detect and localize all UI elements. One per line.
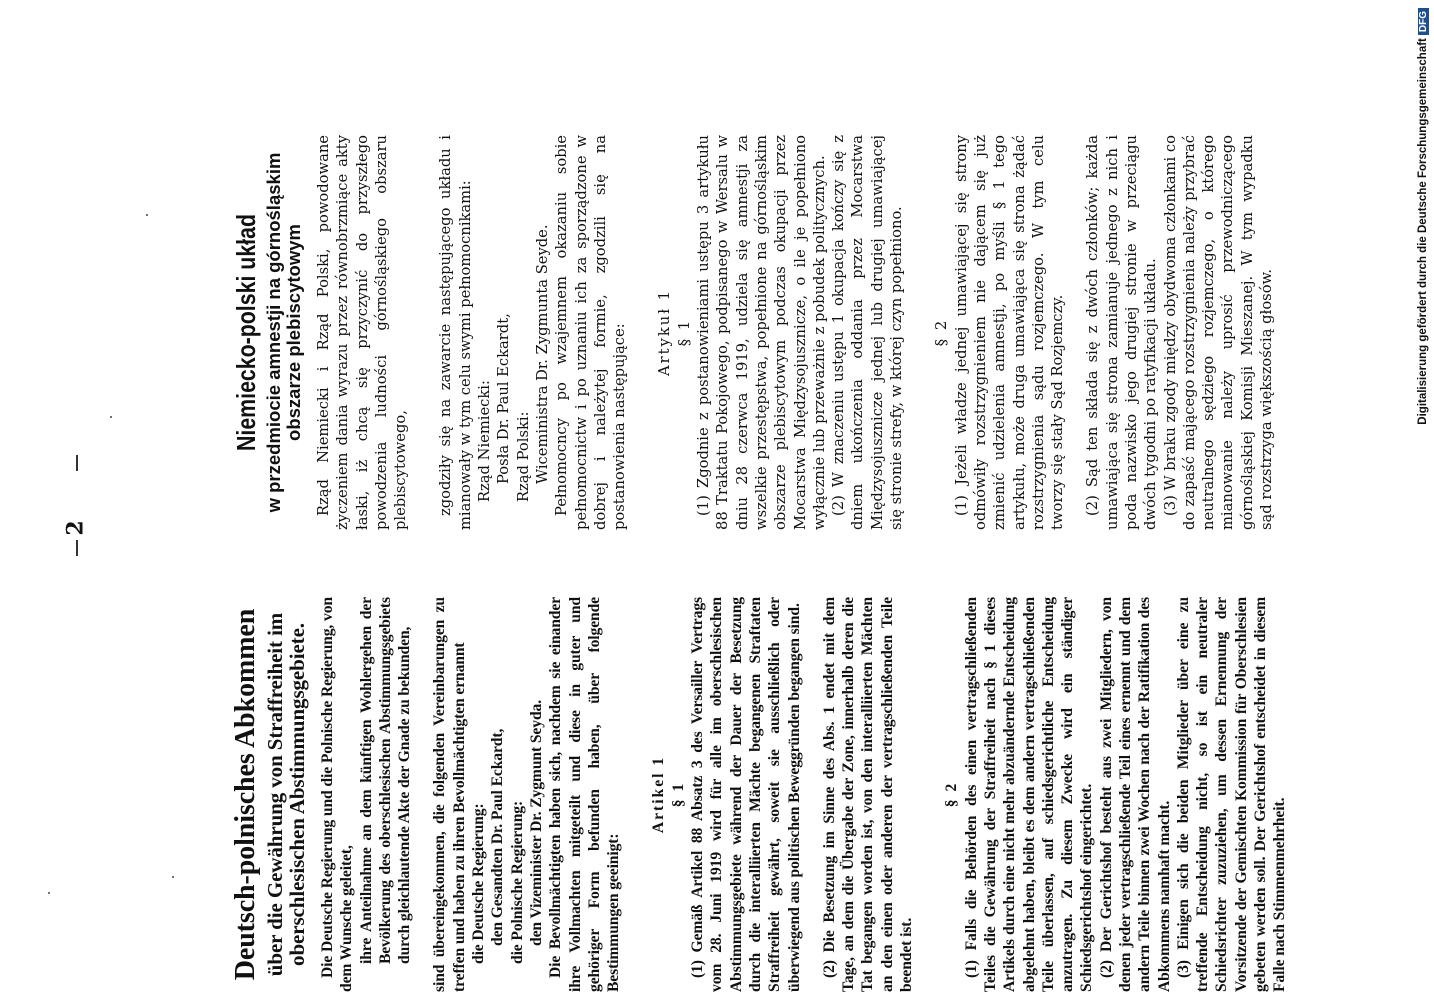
polish-paragraph-2: (2) W znaczeniu ustępu 1 okupacja kończy się z dniem ukończenia oddania przez Mocarstwa Międzysojusznicze jednej lub drugiej umawiającej się stronie strefy, w której czyn popełniono.	[830, 135, 906, 530]
german-article-heading: Artikel 1	[650, 755, 668, 834]
dfg-credit-text: Digitalisierung gefördert durch die Deutsche Forschungsgemeinschaft	[1417, 38, 1429, 425]
german-paragraph-5: (3) Einigen sich die beiden Mitglieder über eine zu treffende Entscheidung nicht, so ist ein neutraler Schiedsrichter zuzuziehen, um dessen Ernennung der Vorsitzende der Gemischten Kommission für Oberschlesien gebeten werden soll. Der Gerichtshof entscheidet in diesem Falle nach Stimmenmehrheit.	[1174, 597, 1289, 992]
scan-speck	[110, 416, 112, 418]
page-number: 2	[62, 520, 89, 536]
german-rep1: den Gesandten Dr. Paul Eckardt,	[489, 728, 507, 946]
german-gov1: die Deutsche Regierung:	[470, 803, 488, 964]
polish-article-heading: Artykuł 1	[656, 289, 674, 376]
polish-rep1: Posła Dr. Paul Eckardt,	[495, 313, 513, 484]
polish-section-1: § 1	[675, 318, 693, 347]
document-page	[230, 100, 1390, 1000]
polish-intro: Rząd Niemiecki i Rząd Polski, powodowane życzeniem dania wyrazu przez równobrzmiące akty łaski, iż chcą się przyczynić do przyszłego powodzenia ludności górnośląskiego obszaru plebiscytowego,	[315, 135, 410, 530]
polish-gov2: Rząd Polski:	[514, 411, 532, 502]
scan-speck	[146, 214, 148, 216]
german-intro-purpose: ihre Anteilnahme an dem künftigen Wohlergehen der Bevölkerung des oberschlesischen Abstimmungsgebiets durch gleichlautende Akte der Gnade zu bekunden,	[357, 597, 414, 964]
polish-section-2: § 2	[933, 318, 951, 347]
german-gov2: die Polnische Regierung:	[508, 800, 526, 964]
polish-column	[230, 135, 1390, 530]
scan-speck	[48, 892, 50, 894]
german-paragraph-4: (2) Der Gerichtshof besteht aus zwei Mitgliedern, von denen jeder vertragschließende Teil eines ernennt und dem andern Teile binnen zwei Wochen nach der Ratifikation des Abkommens namhaft macht.	[1097, 597, 1173, 992]
polish-rep2: Wiceministra Dr. Zygmunta Seyde.	[533, 224, 551, 484]
polish-intro-plenipotentiaries: Pełnomocncy po wzajemnem okazaniu sobie pełnomocnictw i po uznaniu ich za sporządzone w dobrej i należytej formie, zgodzili się na postanowienia następujące:	[553, 135, 629, 530]
polish-subtitle: w przedmiocie amnestji na górnośląskim obszarze plebiscytowym	[263, 152, 304, 513]
german-paragraph-1: (1) Gemäß Artikel 88 Absatz 3 des Versailler Vertrags vom 28. Juni 1919 wird für alle im oberschlesischen Abstimmungsgebiete während der Dauer der Besetzung durch die interalliierten Mächte begangenen Straftaten Straffreiheit gewährt, soweit sie ausschließlich oder überwiegend aus politischen Beweggründen begangen sind.	[689, 597, 803, 992]
german-rep2: den Vizeminister Dr. Zygmunt Seyda.	[527, 699, 545, 946]
german-paragraph-2: (2) Die Besetzung im Sinne des Abs. 1 endet mit dem Tage, an dem die Übergabe der Zone, innerhalb deren die Tat begangen worden ist, von den interalliierten Mächten an den einen oder anderen der vertragschließenden Teile beendet ist.	[820, 597, 916, 992]
polish-title: Niemiecko-polski układ	[231, 214, 261, 451]
german-intro-agreed: sind übereingekommen, die folgenden Vereinbarungen zu treffen und haben zu ihren Bevollmächtigten ernannt	[431, 597, 468, 992]
german-intro: Die Deutsche Regierung und die Polnische Regierung, von dem Wunsche geleitet,	[319, 597, 356, 992]
german-paragraph-3: (1) Falls die Behörden des einen vertragschließenden Teiles die Gewährung der Straffreiheit nach § 1 dieses Artikels durch eine nicht mehr abzuändernde Entscheidung abgelehnt haben, bleibt es dem andern vertragschließenden Teile überlassen, auf schiedsgerichtliche Entscheidung anzutragen. Zu diesem Zwecke wird ein ständiger Schiedsgerichtshof eingerichtet.	[962, 597, 1096, 992]
german-section-2: § 2	[943, 781, 961, 808]
german-subtitle: über die Gewährung von Straffreiheit im oberschlesischen Abstimmungsgebiete.	[263, 612, 309, 977]
polish-paragraph-1: (1) Zgodnie z postanowieniami ustępu 3 artykułu 88 Traktatu Pokojowego, podpisanego w Wersalu w dniu 28 czerwca 1919, udziela się amnestji za wszelkie przestępstwa, popełnione na górnośląskim obszarze plebiscytowym podczas okupacji przez Mocarstwa Międzysojusznicze, o ile je popełniono wyłącznie lub przeważnie z pobudek politycznych.	[695, 135, 828, 530]
german-intro-plenipotentiaries: Die Bevollmächtigten haben sich, nachdem sie einander ihre Vollmachten mitgeteilt und diese in guter und gehöriger Form befunden haben, über folgende Bestimmungen geeinigt:	[547, 597, 623, 992]
german-section-1: § 1	[669, 781, 687, 808]
dfg-logo: DFG	[1418, 8, 1429, 35]
polish-paragraph-4: (2) Sąd ten składa się z dwóch członków; każda umawiająca się strona zamianuje jednego z nich i poda nazwisko jego drugiej stronie w przeciągu dwóch tygodni po ratyfikacji układu.	[1084, 135, 1160, 530]
polish-intro-agreed: zgodziły się na zawarcie następującego układu i mianowały w tym celu swymi pełnomocnikami:	[437, 135, 474, 530]
page-number-dash-top	[76, 455, 78, 471]
polish-paragraph-5: (3) W braku zgody między obydwoma członkami co do zapaść mającego rozstrzygnienia należy przybrać neutralnego sędziego rozjemczego, o którego mianowanie należy uprosić przewodniczącego górnośląskiej Komisji Mieszanej. W tym wypadku sąd rozstrzyga większością głosów.	[1161, 135, 1276, 530]
dfg-credit-sidebar	[1417, 8, 1434, 993]
scan-speck	[172, 876, 174, 878]
german-column	[230, 597, 1390, 992]
page-number-dash-bottom	[76, 540, 78, 556]
polish-paragraph-3: (1) Jeżeli władze jednej umawiającej się strony odmówiły rozstrzygnieniem nie dającem się już zmienić udzielenia amnestji, po myśli § 1 tego artykułu, może druga umawiająca się strona żądać rozstrzygnienia sądu rozjemczego. W tym celu tworzy się stały Sąd Rozjemczy.	[952, 135, 1067, 530]
polish-gov1: Rząd Niemiecki:	[476, 380, 494, 502]
german-title: Deutsch-polnisches Abkommen	[230, 608, 261, 981]
